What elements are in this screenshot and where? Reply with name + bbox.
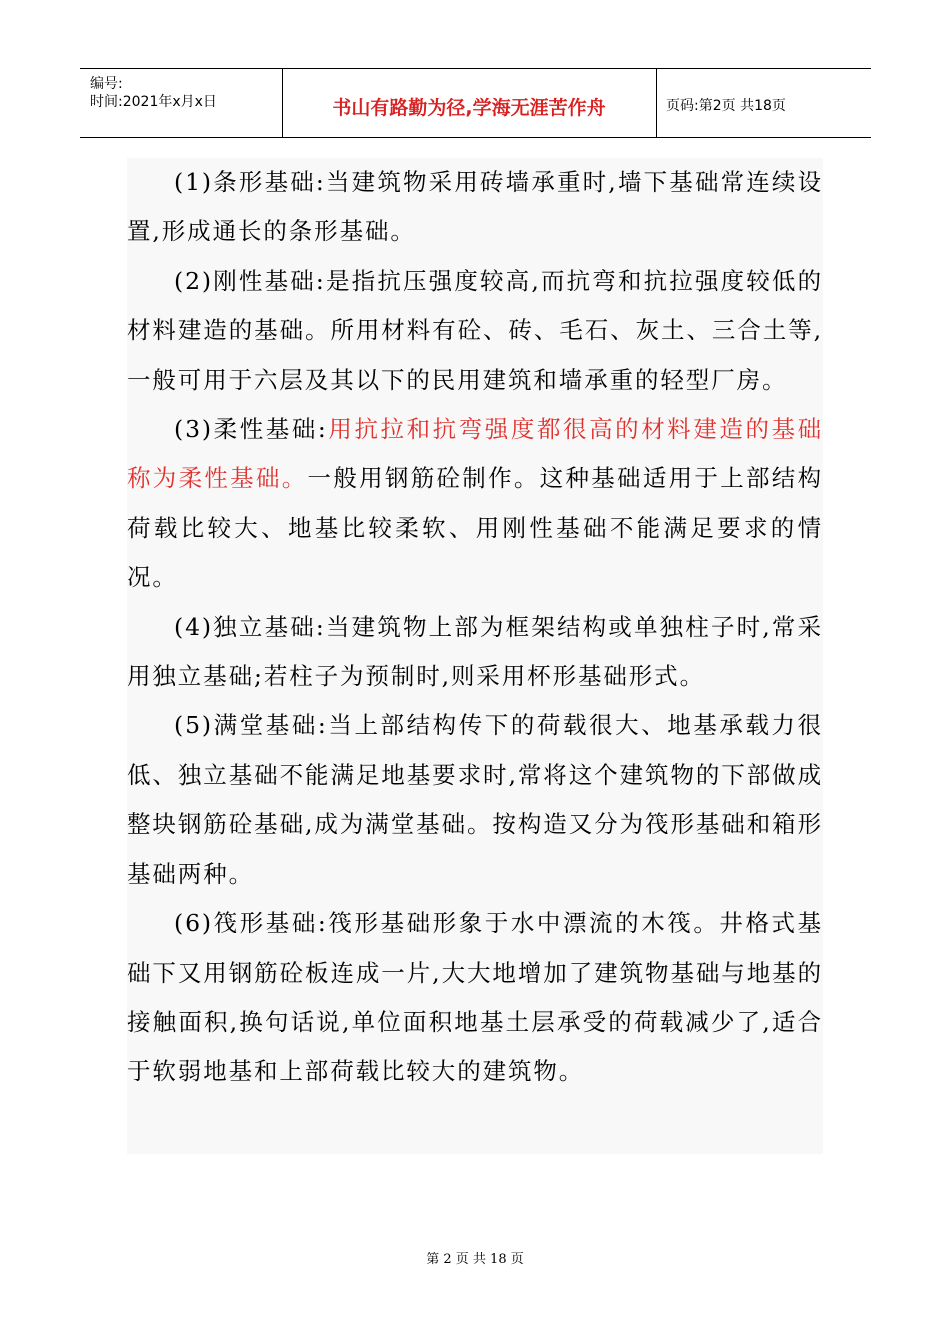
paragraph-raft-foundation: (6)筏形基础:筏形基础形象于水中漂流的木筏。井格式基础下又用钢筋砼板连成一片,大大地增加了建筑物基础与地基的接触面积,换句话说,单位面积地基土层承受的荷载减少了,适合于软弱地基和上部荷载比较大的建筑物。 [127,909,823,1086]
paragraph-rigid-foundation: (2)刚性基础:是指抗压强度较高,而抗弯和抗拉强度较低的材料建造的基础。所用材料有砼、砖、毛石、灰土、三合土等,一般可用于六层及其以下的民用建筑和墙承重的轻型厂房。 [127,266,823,394]
paragraph-suffix: 一般用钢筋砼制作。这种基础适用于上部结构荷载比较大、地基比较柔软、用刚性基础不能满足要求的情况。 [127,464,823,592]
header-info-cell [80,69,283,137]
document-date-label: 时间:2021年x月x日 [90,94,217,110]
document-body [127,158,823,1154]
header-motto-cell [282,69,657,137]
header-table [80,68,871,138]
paragraph-strip-foundation: (1)条形基础:当建筑物采用砖墙承重时,墙下基础常连续设置,形成通长的条形基础。 [127,168,823,246]
header-page-number: 页码:第2页 共18页 [666,98,786,114]
header-page-cell [656,69,871,137]
highlighted-definition: 用抗拉和抗弯强度都很高的材料建造的基础称为柔性基础。 [127,415,824,493]
paragraph-isolated-foundation: (4)独立基础:当建筑物上部为框架结构或单独柱子时,常采用独立基础;若柱子为预制时,则采用杯形基础形式。 [127,612,823,691]
paragraph-prefix: (3)柔性基础: [174,415,328,444]
header-motto: 书山有路勤为径,学海无涯苦作舟 [332,97,606,119]
paragraph-mat-foundation: (5)满堂基础:当上部结构传下的荷载很大、地基承载力很低、独立基础不能满足地基要求时,常将这个建筑物的下部做成整块钢筋砼基础,成为满堂基础。按构造又分为筏形基础和箱形基础两种。 [127,711,823,888]
paragraph-flexible-foundation [127,405,823,603]
page-footer: 第 2 页 共 18 页 [426,1252,524,1267]
document-number-label: 编号: [90,76,123,92]
